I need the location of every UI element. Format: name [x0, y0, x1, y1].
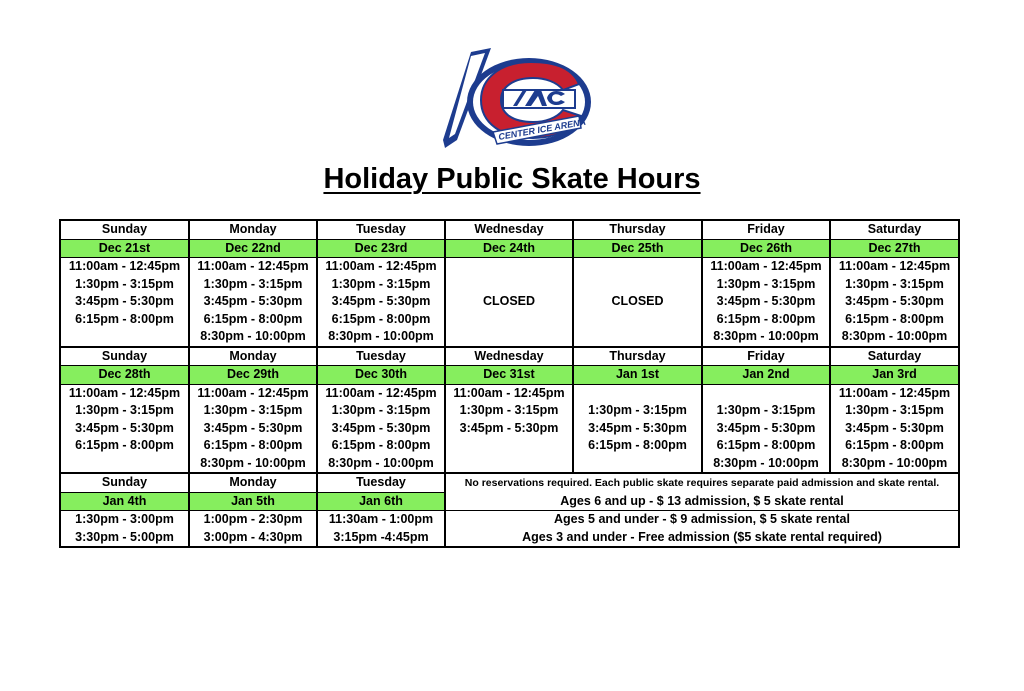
- time-cell: 1:30pm - 3:15pm: [60, 276, 189, 294]
- time-row: [60, 402, 959, 420]
- day-name-cell: Wednesday: [445, 220, 573, 239]
- day-name-cell: Friday: [702, 347, 830, 366]
- time-cell: [573, 258, 702, 276]
- time-cell: 8:30pm - 10:00pm: [317, 455, 445, 474]
- time-cell: 1:30pm - 3:15pm: [702, 402, 830, 420]
- time-row: [60, 437, 959, 455]
- time-cell: 11:00am - 12:45pm: [60, 384, 189, 402]
- day-name-cell: Tuesday: [317, 473, 445, 492]
- time-cell: 6:15pm - 8:00pm: [60, 311, 189, 329]
- time-cell: 6:15pm - 8:00pm: [830, 311, 959, 329]
- time-row: [60, 384, 959, 402]
- time-row: [60, 276, 959, 294]
- time-cell: 11:00am - 12:45pm: [830, 258, 959, 276]
- time-cell: [445, 328, 573, 347]
- time-cell: [573, 384, 702, 402]
- date-cell: Dec 29th: [189, 366, 317, 385]
- time-cell: 3:45pm - 5:30pm: [702, 293, 830, 311]
- time-cell: 3:45pm - 5:30pm: [60, 293, 189, 311]
- time-cell: 6:15pm - 8:00pm: [189, 311, 317, 329]
- closed-cell: CLOSED: [445, 293, 573, 311]
- time-cell: 3:30pm - 5:00pm: [60, 529, 189, 548]
- time-cell: [445, 258, 573, 276]
- time-cell: [60, 455, 189, 474]
- time-cell: [702, 384, 830, 402]
- time-cell: 3:45pm - 5:30pm: [445, 420, 573, 438]
- day-name-cell: Sunday: [60, 473, 189, 492]
- time-cell: 3:15pm -4:45pm: [317, 529, 445, 548]
- time-cell: 1:30pm - 3:15pm: [830, 276, 959, 294]
- time-cell: 1:30pm - 3:15pm: [702, 276, 830, 294]
- time-cell: 8:30pm - 10:00pm: [830, 328, 959, 347]
- time-cell: 3:45pm - 5:30pm: [702, 420, 830, 438]
- date-cell: Dec 28th: [60, 366, 189, 385]
- time-cell: 8:30pm - 10:00pm: [702, 328, 830, 347]
- time-cell: 6:15pm - 8:00pm: [60, 437, 189, 455]
- time-row: [60, 455, 959, 474]
- schedule-table: [59, 219, 960, 548]
- time-row: [60, 258, 959, 276]
- time-cell: 11:00am - 12:45pm: [317, 384, 445, 402]
- date-row: [60, 239, 959, 258]
- date-row: [60, 492, 959, 511]
- time-cell: 3:00pm - 4:30pm: [189, 529, 317, 548]
- time-cell: 1:30pm - 3:15pm: [317, 402, 445, 420]
- logo-text: CENTER ICE ARENA: [497, 116, 587, 142]
- date-cell: Jan 3rd: [830, 366, 959, 385]
- time-cell: 6:15pm - 8:00pm: [317, 437, 445, 455]
- note-cell: Ages 3 and under - Free admission ($5 skate rental required): [445, 529, 959, 548]
- time-cell: 8:30pm - 10:00pm: [702, 455, 830, 474]
- time-cell: 1:30pm - 3:15pm: [189, 402, 317, 420]
- date-row: [60, 366, 959, 385]
- date-cell: Dec 25th: [573, 239, 702, 258]
- day-header-row: [60, 347, 959, 366]
- time-cell: 6:15pm - 8:00pm: [573, 437, 702, 455]
- time-cell: [445, 276, 573, 294]
- time-row: [60, 511, 959, 529]
- time-cell: [445, 437, 573, 455]
- time-row: [60, 311, 959, 329]
- date-cell: Dec 27th: [830, 239, 959, 258]
- time-cell: 1:30pm - 3:15pm: [830, 402, 959, 420]
- time-cell: 1:00pm - 2:30pm: [189, 511, 317, 529]
- day-name-cell: Tuesday: [317, 220, 445, 239]
- time-cell: 6:15pm - 8:00pm: [830, 437, 959, 455]
- time-cell: 8:30pm - 10:00pm: [189, 455, 317, 474]
- time-cell: [445, 311, 573, 329]
- time-cell: 3:45pm - 5:30pm: [830, 420, 959, 438]
- date-cell: Jan 4th: [60, 492, 189, 511]
- time-cell: [573, 311, 702, 329]
- day-header-row: [60, 473, 959, 492]
- day-name-cell: Sunday: [60, 220, 189, 239]
- day-name-cell: Tuesday: [317, 347, 445, 366]
- date-cell: Dec 24th: [445, 239, 573, 258]
- time-cell: 11:00am - 12:45pm: [702, 258, 830, 276]
- day-name-cell: Monday: [189, 220, 317, 239]
- page-title: Holiday Public Skate Hours: [323, 163, 701, 195]
- date-cell: Dec 26th: [702, 239, 830, 258]
- day-name-cell: Friday: [702, 220, 830, 239]
- center-ice-arena-logo: [441, 44, 603, 152]
- time-cell: [573, 455, 702, 474]
- time-row: [60, 529, 959, 548]
- time-cell: 3:45pm - 5:30pm: [60, 420, 189, 438]
- time-cell: 1:30pm - 3:15pm: [573, 402, 702, 420]
- time-cell: 6:15pm - 8:00pm: [702, 311, 830, 329]
- time-cell: 3:45pm - 5:30pm: [317, 293, 445, 311]
- time-cell: [60, 328, 189, 347]
- day-name-cell: Sunday: [60, 347, 189, 366]
- closed-cell: CLOSED: [573, 293, 702, 311]
- day-name-cell: Saturday: [830, 220, 959, 239]
- time-cell: 1:30pm - 3:15pm: [317, 276, 445, 294]
- time-cell: 1:30pm - 3:00pm: [60, 511, 189, 529]
- time-cell: [573, 328, 702, 347]
- time-cell: 3:45pm - 5:30pm: [189, 420, 317, 438]
- note-cell: Ages 5 and under - $ 9 admission, $ 5 skate rental: [445, 511, 959, 529]
- time-row: [60, 293, 959, 311]
- time-cell: [573, 276, 702, 294]
- date-cell: Dec 22nd: [189, 239, 317, 258]
- time-row: [60, 420, 959, 438]
- time-cell: 3:45pm - 5:30pm: [830, 293, 959, 311]
- time-cell: 1:30pm - 3:15pm: [189, 276, 317, 294]
- time-cell: 11:00am - 12:45pm: [445, 384, 573, 402]
- time-cell: 1:30pm - 3:15pm: [445, 402, 573, 420]
- time-cell: 8:30pm - 10:00pm: [317, 328, 445, 347]
- day-name-cell: Wednesday: [445, 347, 573, 366]
- date-cell: Jan 1st: [573, 366, 702, 385]
- date-cell: Dec 31st: [445, 366, 573, 385]
- time-cell: 3:45pm - 5:30pm: [189, 293, 317, 311]
- time-cell: 3:45pm - 5:30pm: [573, 420, 702, 438]
- time-cell: 6:15pm - 8:00pm: [189, 437, 317, 455]
- day-name-cell: Monday: [189, 347, 317, 366]
- time-cell: 1:30pm - 3:15pm: [60, 402, 189, 420]
- time-cell: 11:30am - 1:00pm: [317, 511, 445, 529]
- time-cell: [445, 455, 573, 474]
- date-cell: Jan 6th: [317, 492, 445, 511]
- time-cell: 11:00am - 12:45pm: [60, 258, 189, 276]
- day-name-cell: Monday: [189, 473, 317, 492]
- date-cell: Dec 23rd: [317, 239, 445, 258]
- time-cell: 11:00am - 12:45pm: [830, 384, 959, 402]
- time-cell: 6:15pm - 8:00pm: [702, 437, 830, 455]
- time-cell: 8:30pm - 10:00pm: [189, 328, 317, 347]
- time-row: [60, 328, 959, 347]
- day-header-row: [60, 220, 959, 239]
- date-cell: Jan 5th: [189, 492, 317, 511]
- date-cell: Jan 2nd: [702, 366, 830, 385]
- note-cell: Ages 6 and up - $ 13 admission, $ 5 skate rental: [445, 492, 959, 511]
- date-cell: Dec 21st: [60, 239, 189, 258]
- time-cell: 3:45pm - 5:30pm: [317, 420, 445, 438]
- time-cell: 8:30pm - 10:00pm: [830, 455, 959, 474]
- time-cell: 11:00am - 12:45pm: [317, 258, 445, 276]
- time-cell: 11:00am - 12:45pm: [189, 384, 317, 402]
- time-cell: 11:00am - 12:45pm: [189, 258, 317, 276]
- date-cell: Dec 30th: [317, 366, 445, 385]
- day-name-cell: Thursday: [573, 347, 702, 366]
- day-name-cell: Thursday: [573, 220, 702, 239]
- time-cell: 6:15pm - 8:00pm: [317, 311, 445, 329]
- day-name-cell: Saturday: [830, 347, 959, 366]
- note-cell: No reservations required. Each public skate requires separate paid admission and skate rental.: [445, 473, 959, 492]
